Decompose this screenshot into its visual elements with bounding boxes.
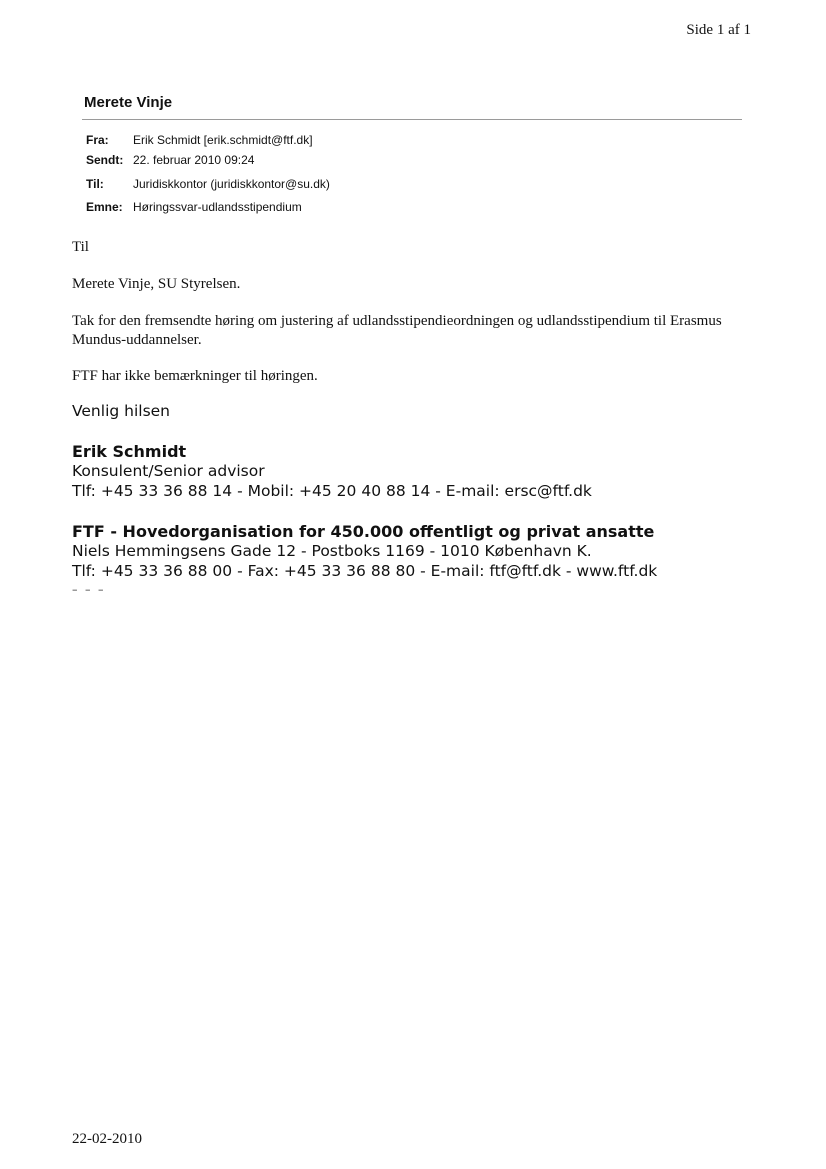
subject-value: Høringssvar-udlandsstipendium (133, 200, 302, 214)
to-row (86, 177, 330, 191)
from-label: Fra: (86, 133, 109, 147)
from-value: Erik Schmidt [erik.schmidt@ftf.dk] (133, 133, 313, 147)
print-date: 22-02-2010 (72, 1131, 142, 1147)
to-label: Til: (86, 177, 104, 191)
subject-row (86, 200, 302, 214)
addressee-line: Merete Vinje, SU Styrelsen. (72, 276, 241, 292)
mailbox-owner-name: Merete Vinje (84, 94, 173, 111)
closing-greeting: Venlig hilsen (72, 402, 171, 420)
sent-row (86, 153, 255, 167)
signature-organization: FTF - Hovedorganisation for 450.000 offentligt og privat ansatte (72, 522, 655, 541)
from-row (86, 133, 313, 147)
header-divider (82, 119, 742, 120)
body-paragraph-1: Tak for den fremsendte høring om justering af udlandsstipendieordningen og udlandsstipendium til Erasmus Mundus-uddannelser. (72, 313, 722, 348)
salutation: Til (72, 239, 89, 255)
sent-value: 22. februar 2010 09:24 (133, 153, 255, 167)
body-paragraph-2: FTF har ikke bemærkninger til høringen. (72, 368, 318, 384)
signature-org-contact: Tlf: +45 33 36 88 00 - Fax: +45 33 36 88 80 - E-mail: ftf@ftf.dk - www.ftf.dk (72, 562, 658, 580)
sent-label: Sendt: (86, 153, 124, 167)
signature-title: Konsulent/Senior advisor (72, 462, 265, 480)
to-value: Juridiskkontor (juridiskkontor@su.dk) (133, 177, 330, 191)
signature-name: Erik Schmidt (72, 442, 187, 461)
subject-label: Emne: (86, 200, 123, 214)
page-number: Side 1 af 1 (686, 22, 751, 38)
signature-address: Niels Hemmingsens Gade 12 - Postboks 1169 - 1010 København K. (72, 542, 592, 560)
signature-contact: Tlf: +45 33 36 88 14 - Mobil: +45 20 40 88 14 - E-mail: ersc@ftf.dk (72, 482, 592, 500)
signature-separator: – – – (72, 583, 106, 596)
